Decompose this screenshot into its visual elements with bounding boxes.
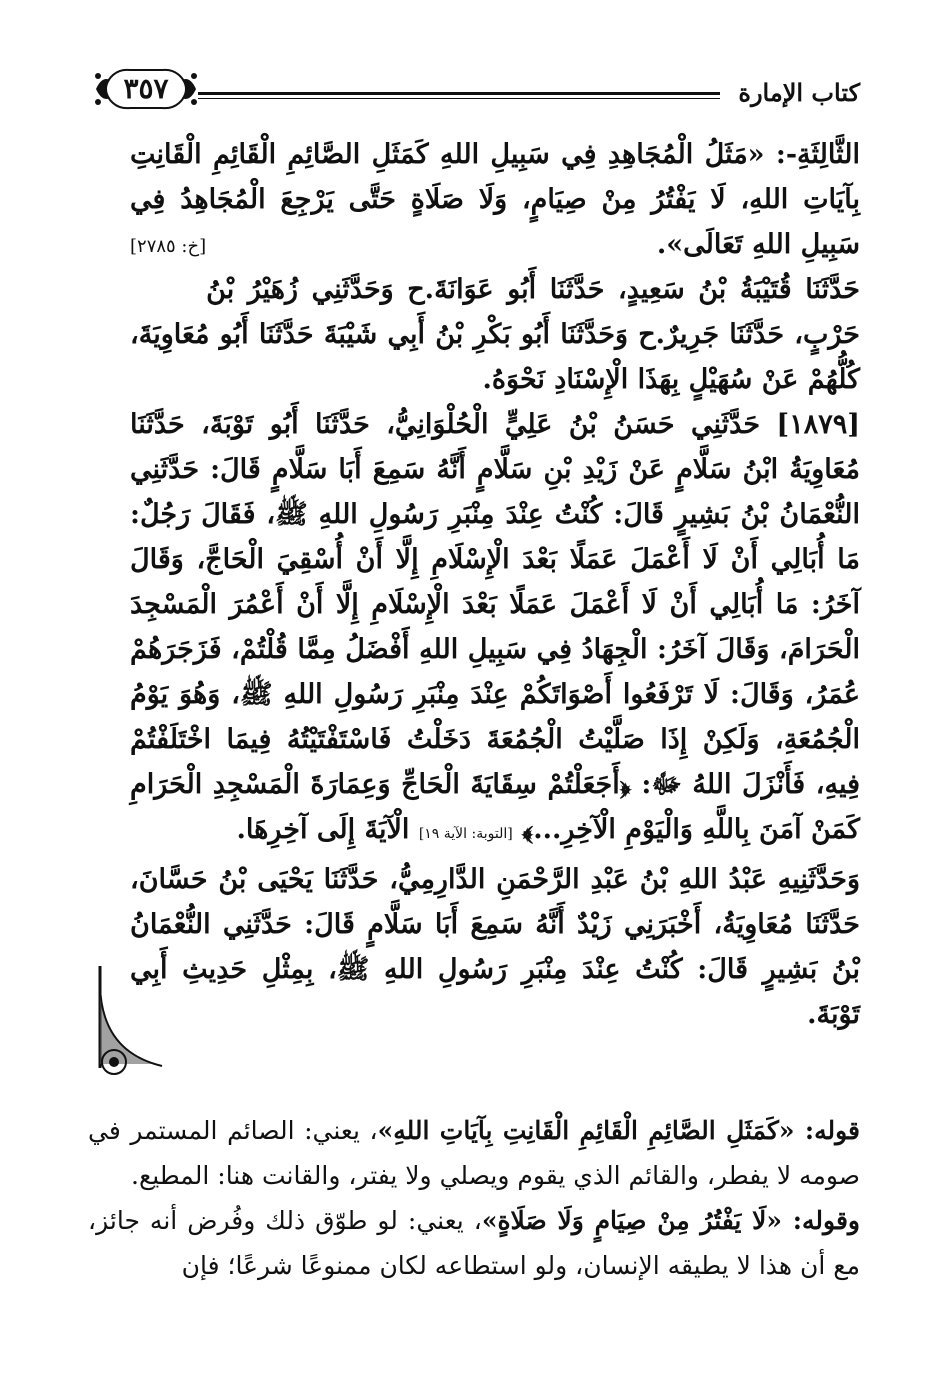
hadith-paragraph-3 <box>130 402 860 857</box>
commentary-quote-1: قوله: «كَمَثَلِ الصَّائِمِ الْقَائِمِ الْقَانِتِ بِآيَاتِ اللهِ» <box>377 1116 860 1145</box>
verse-continuation: الْآيَةَ إِلَى آخِرِهَا. <box>236 814 410 845</box>
hadith-text-3: [١٨٧٩] حَدَّثَنِي حَسَنُ بْنُ عَلِيٍّ الْحُلْوَانِيُّ، حَدَّثَنَا أَبُو تَوْبَةَ، حَدَّثَنَا مُعَاوِيَةُ ابْنُ سَلَّامٍ عَنْ زَيْدِ بْنِ سَلَّامٍ أَنَّهُ سَمِعَ أَبَا سَلَّامٍ قَالَ: حَدَّثَنِي النُّعْمَانُ بْنُ بَشِيرٍ قَالَ: كُنْتُ عِنْدَ مِنْبَرِ رَسُولِ اللهِ ﷺ، فَقَالَ رَجُلٌ: مَا أُبَالِي أَنْ لَا أَعْمَلَ عَمَلًا بَعْدَ الْإِسْلَامِ إِلَّا أَنْ أُسْقِيَ الْحَاجَّ، وَقَالَ آخَرُ: مَا أُبَالِي أَنْ لَا أَعْمَلَ عَمَلًا بَعْدَ الْإِسْلَامِ إِلَّا أَنْ أَعْمُرَ الْمَسْجِدَ الْحَرَامَ، وَقَالَ آخَرُ: الْجِهَادُ فِي سَبِيلِ اللهِ أَفْضَلُ مِمَّا قُلْتُمْ، فَزَجَرَهُمْ عُمَرُ، وَقَالَ: لَا تَرْفَعُوا أَصْوَاتَكُمْ عِنْدَ مِنْبَرِ رَسُولِ اللهِ ﷺ، وَهُوَ يَوْمُ الْجُمُعَةِ، وَلَكِنْ إِذَا صَلَّيْتُ الْجُمُعَةَ دَخَلْتُ فَاسْتَفْتَيْتُهُ فِيمَا اخْتَلَفْتُمْ فِيهِ، فَأَنْزَلَ اللهُ ﷻ: ﴿أَجَعَلْتُمْ سِقَايَةَ الْحَاجِّ وَعِمَارَةَ الْمَسْجِدِ الْحَرَامِ كَمَنْ آمَنَ بِاللَّهِ وَالْيَوْمِ الْآخِرِ...﴾ <box>130 409 860 845</box>
page-number-frame <box>90 60 202 118</box>
corner-ornament-icon <box>96 966 166 1076</box>
header-rule <box>198 92 720 99</box>
hadith-paragraph-4: وَحَدَّثَنِيهِ عَبْدُ اللهِ بْنُ عَبْدِ الرَّحْمَنِ الدَّارِمِيُّ، حَدَّثَنَا يَحْيَى بْنُ حَسَّانَ، حَدَّثَنَا مُعَاوِيَةُ، أَخْبَرَنِي زَيْدٌ أَنَّهُ سَمِعَ أَبَا سَلَّامٍ قَالَ: حَدَّثَنِي النُّعْمَانُ بْنُ بَشِيرٍ قَالَ: كُنْتُ عِنْدَ مِنْبَرِ رَسُولِ اللهِ ﷺ، بِمِثْلِ حَدِيثِ أَبِي تَوْبَةَ. <box>130 864 860 1030</box>
commentary <box>88 1108 860 1288</box>
hadith-text <box>130 132 860 1037</box>
commentary-paragraph-2 <box>88 1198 860 1288</box>
hadith-paragraph-2: حَدَّثَنَا قُتَيْبَةُ بْنُ سَعِيدٍ، حَدَّثَنَا أَبُو عَوَانَةَ.ح وَحَدَّثَنِي زُهَيْرُ بْنُ حَرْبٍ، حَدَّثَنَا جَرِيرٌ.ح وَحَدَّثَنَا أَبُو بَكْرِ بْنُ أَبِي شَيْبَةَ حَدَّثَنَا أَبُو مُعَاوِيَةَ، كُلُّهُمْ عَنْ سُهَيْلٍ بِهَذَا الْإِسْنَادِ نَحْوَهُ. <box>130 274 860 395</box>
hadith-text-1: الثَّالِثَةِ-: «مَثَلُ الْمُجَاهِدِ فِي سَبِيلِ اللهِ كَمَثَلِ الصَّائِمِ الْقَائِمِ الْقَانِتِ بِآيَاتِ اللهِ، لَا يَفْتُرُ مِنْ صِيَامٍ، وَلَا صَلَاةٍ حَتَّى يَرْجِعَ الْمُجَاهِدُ فِي سَبِيلِ اللهِ تَعَالَى». <box>130 139 860 260</box>
commentary-text-1: ، يعني: الصائم المستمر في صومه لا يفطر، والقائم الذي يقوم ويصلي ولا يفتر، والقانت هنا: المطيع. <box>88 1116 860 1190</box>
commentary-text-2: ، يعني: لو طوّق ذلك وفُرض أنه جائز، مع أن هذا لا يطيقه الإنسان، ولو استطاعه لكان ممنوعًا شرعًا؛ فإن <box>88 1206 860 1280</box>
commentary-quote-2: وقوله: «لَا يَفْتُرُ مِنْ صِيَامٍ وَلَا صَلَاةٍ» <box>481 1206 860 1235</box>
commentary-paragraph-1 <box>88 1108 860 1198</box>
page-header <box>90 58 860 128</box>
page-number: ٣٥٧ <box>123 72 169 105</box>
book-title: كتاب الإمارة <box>738 78 860 107</box>
bukhari-reference: [خ: ٢٧٨٥] <box>130 236 207 257</box>
hadith-paragraph-1 <box>130 132 860 267</box>
quran-reference: [التوبة: الآية ١٩] <box>418 826 513 842</box>
